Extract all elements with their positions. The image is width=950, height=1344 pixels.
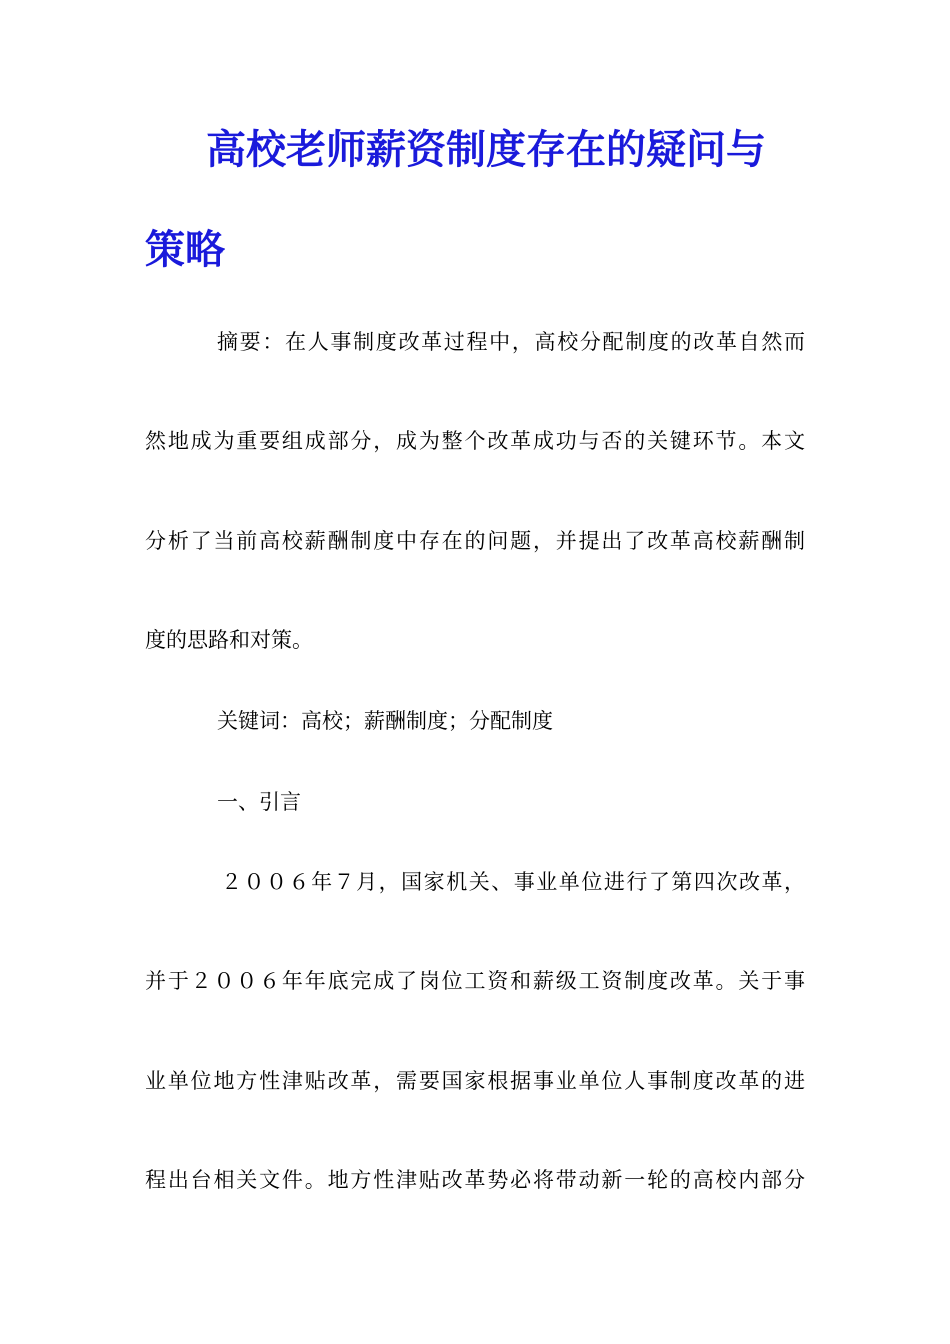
abstract-line-1: 摘要：在人事制度改革过程中，高校分配制度的改革自然而: [217, 330, 805, 354]
intro-line-3: 业单位地方性津贴改革，需要国家根据事业单位人事制度改革的进: [145, 1069, 805, 1093]
abstract-line-4: 度的思路和对策。: [145, 628, 313, 652]
document-title-line-2: 策略: [145, 226, 225, 273]
document-title-line-1: 高校老师薪资制度存在的疑问与: [206, 126, 766, 173]
section-heading: 一、引言: [217, 790, 301, 814]
intro-line-1: ２００６年７月，国家机关、事业单位进行了第四次改革，: [221, 870, 805, 894]
keywords-line: 关键词：高校；薪酬制度；分配制度: [217, 709, 553, 733]
intro-line-2: 并于２００６年年底完成了岗位工资和薪级工资制度改革。关于事: [145, 969, 805, 993]
abstract-line-3: 分析了当前高校薪酬制度中存在的问题，并提出了改革高校薪酬制: [145, 529, 805, 553]
intro-line-4: 程出台相关文件。地方性津贴改革势必将带动新一轮的高校内部分: [145, 1168, 805, 1192]
abstract-line-2: 然地成为重要组成部分，成为整个改革成功与否的关键环节。本文: [145, 429, 805, 453]
